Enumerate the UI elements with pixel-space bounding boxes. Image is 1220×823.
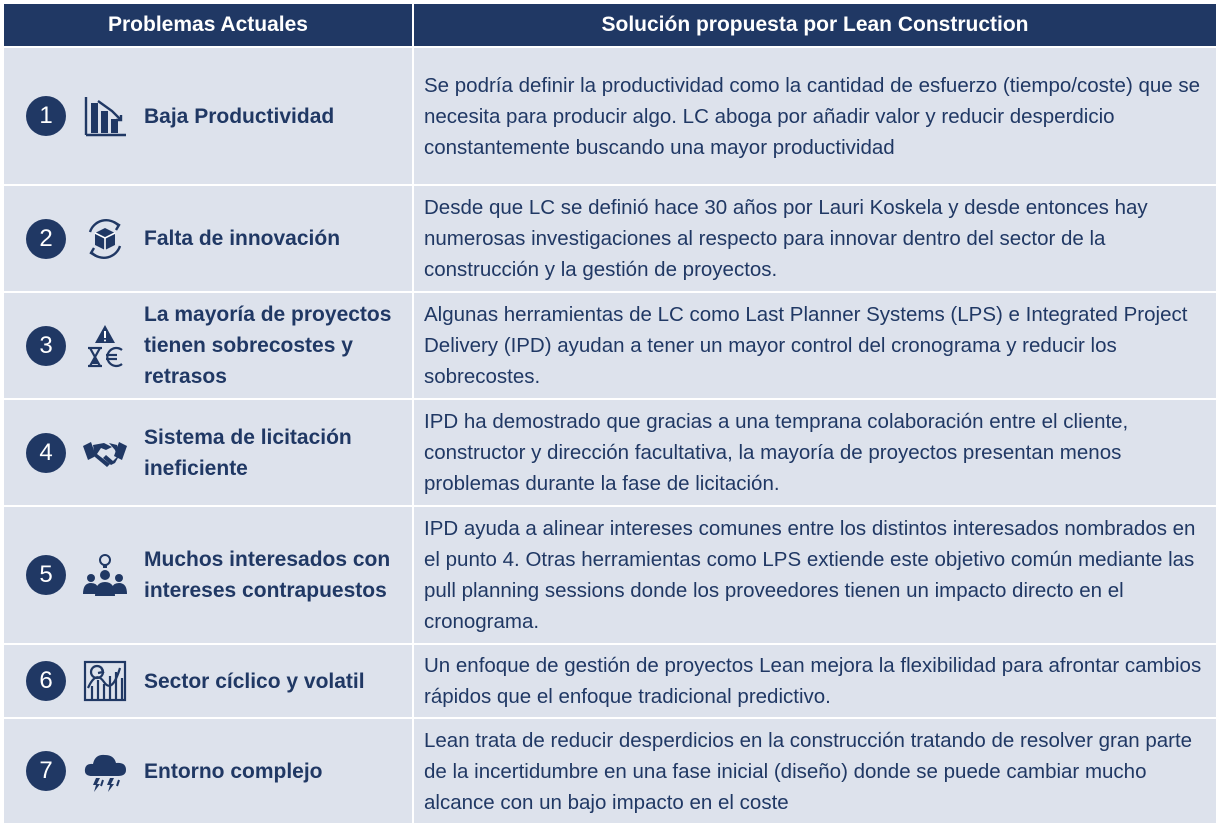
row-number-badge: 6 [26, 661, 66, 701]
solution-text: Se podría definir la productividad como la cantidad de esfuerzo (tiempo/coste) que se necesita para producir algo. LC aboga por añadir valor y reducir desperdicio constantemente buscando una mayor productividad [424, 73, 1201, 159]
problem-cell [4, 186, 412, 291]
solution-text: IPD ha demostrado que gracias a una temprana colaboración entre el cliente, constructor y dirección facultativa, la mayoría de proyectos presentan menos problemas durante la fase de licitación. [424, 410, 1129, 495]
warning-hourglass-euro-icon [80, 321, 130, 371]
solution-cell [414, 48, 1216, 184]
problem-label: Entorno complejo [144, 759, 323, 783]
solution-cell [414, 186, 1216, 291]
row-number-badge: 4 [26, 433, 66, 473]
row-number-badge: 7 [26, 751, 66, 791]
solution-text: Lean trata de reducir desperdicios en la construcción tratando de resolver gran parte de la incertidumbre en una fase inicial (diseño) donde se puede cambiar mucho alcance con un bajo impacto en el coste [424, 728, 1193, 814]
group-idea-icon [80, 550, 130, 600]
solution-text: Un enfoque de gestión de proyectos Lean mejora la flexibilidad para afrontar cambios rápidos que el enfoque tradicional predictivo. [424, 654, 1202, 708]
box-cycle-icon [80, 214, 130, 264]
problem-cell [4, 507, 412, 643]
row-number-badge: 2 [26, 219, 66, 259]
solution-cell [414, 719, 1216, 823]
problem-label: Baja Productividad [144, 104, 335, 128]
header-problems: Problemas Actuales [4, 4, 412, 46]
problem-label: Sistema de licitación ineficiente [144, 425, 352, 480]
row-number-badge: 3 [26, 326, 66, 366]
solution-text: Desde que LC se definió hace 30 años por Lauri Koskela y desde entonces hay numerosas investigaciones al respecto para innovar dentro del sector de la construcción y la gestión de proyectos. [424, 196, 1148, 281]
solution-text: IPD ayuda a alinear intereses comunes entre los distintos interesados nombrados en el punto 4. Otras herramientas como LPS extiende este objetivo común mediante las pull planning sessions donde los proveedores tienen un impacto directo en el cronograma. [424, 517, 1196, 633]
bar-chart-down-icon [80, 91, 130, 141]
problem-label: Falta de innovación [144, 227, 341, 250]
problem-label: Sector cíclico y volatil [144, 669, 365, 693]
row-number-badge: 5 [26, 555, 66, 595]
problem-cell [4, 645, 412, 717]
problem-cell [4, 400, 412, 505]
cyclic-chart-icon [80, 656, 130, 706]
handshake-icon [80, 428, 130, 478]
row-number-badge: 1 [26, 96, 66, 136]
header-solutions: Solución propuesta por Lean Construction [414, 4, 1216, 46]
solution-cell [414, 400, 1216, 505]
problem-label: Muchos interesados con intereses contrapuestos [144, 548, 391, 602]
storm-cloud-icon [80, 746, 130, 796]
problem-cell [4, 293, 412, 398]
solution-cell [414, 293, 1216, 398]
comparison-table [4, 4, 1214, 823]
problem-label: La mayoría de proyectos tienen sobrecostes y retrasos [144, 303, 392, 388]
solution-cell [414, 507, 1216, 643]
problem-cell [4, 48, 412, 184]
problem-cell [4, 719, 412, 823]
solution-text: Algunas herramientas de LC como Last Planner Systems (LPS) e Integrated Project Delivery (IPD) ayudan a tener un mayor control del cronograma y reducir los sobrecostes. [424, 303, 1188, 388]
solution-cell [414, 645, 1216, 717]
